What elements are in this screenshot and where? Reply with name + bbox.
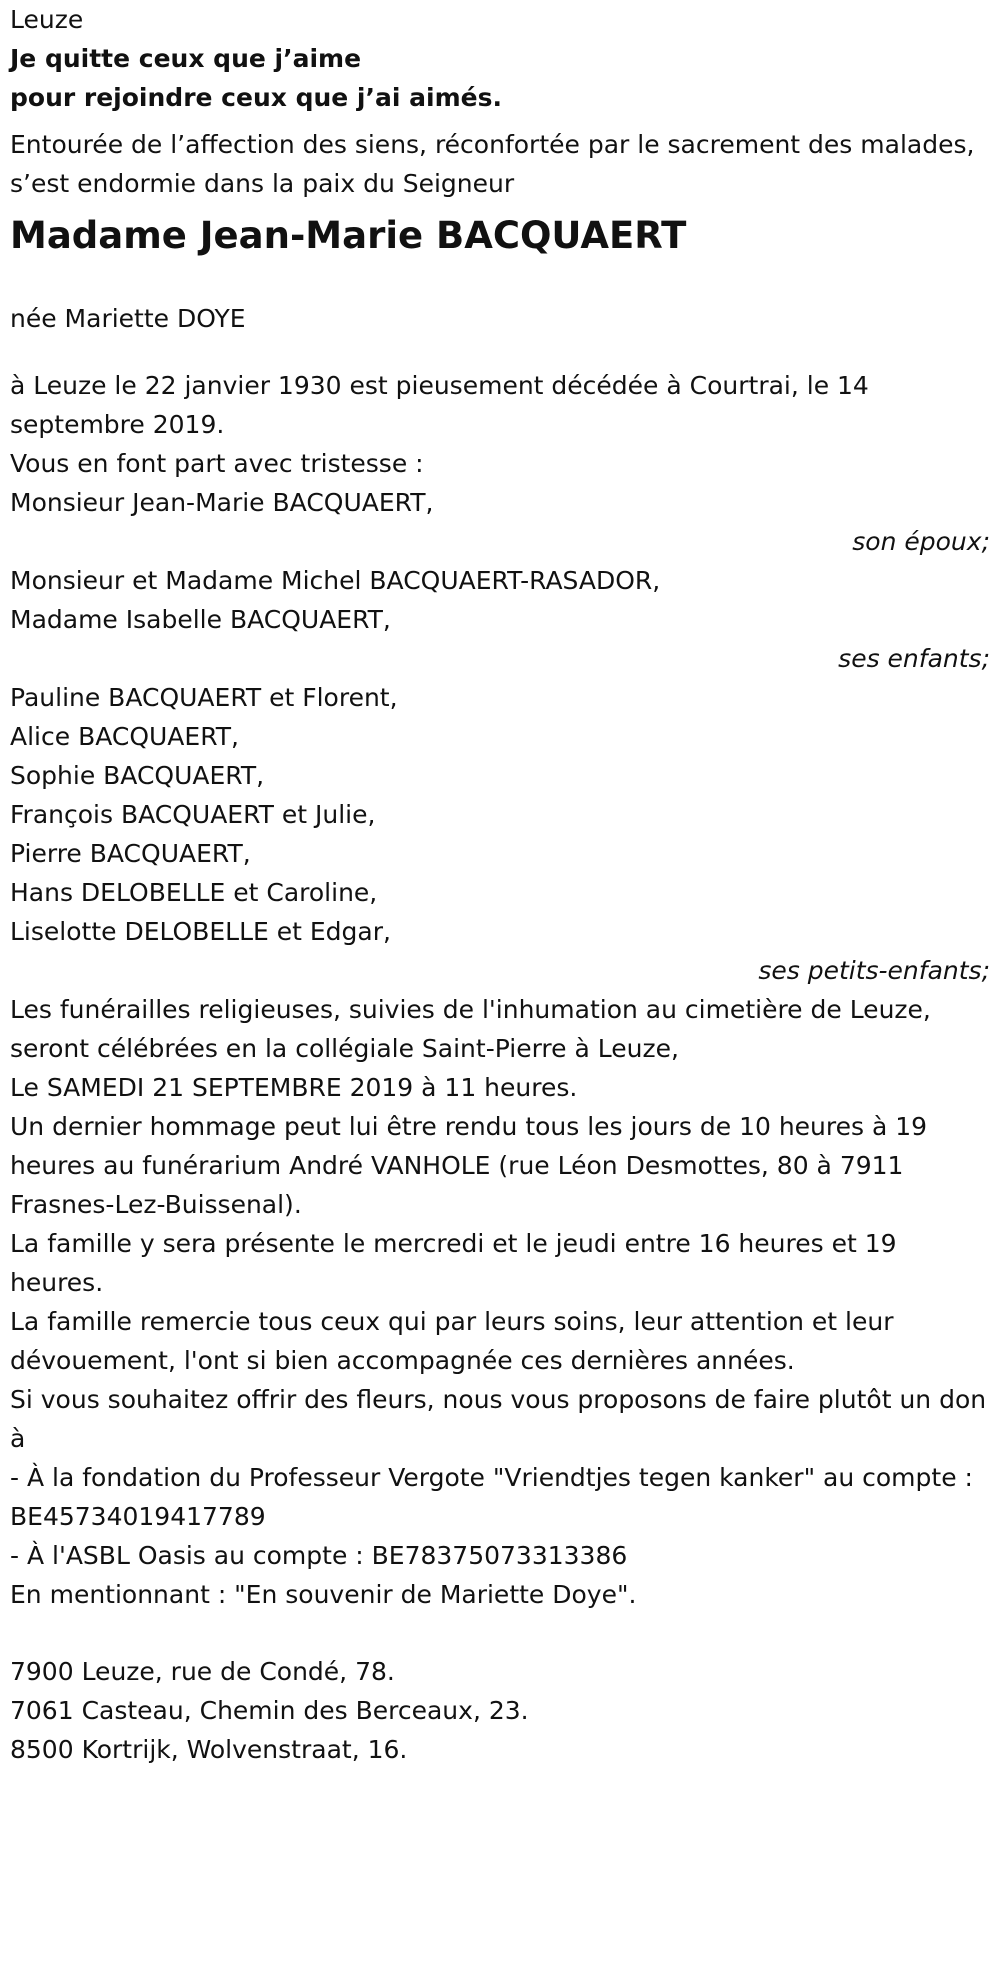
donation-foundation: - À la fondation du Professeur Vergote "Vriendtjes tegen kanker" au compte : BE45734019417789 [10,1463,973,1531]
grandchild-name-3: Sophie BACQUAERT, [10,761,265,790]
funeral-paragraph: Les funérailles religieuses, suivies de l'inhumation au cimetière de Leuze, seront célébrées en la collégiale Saint-Pierre à Leuze, [10,995,931,1063]
grandchild-name-1: Pauline BACQUAERT et Florent, [10,683,398,712]
child-name-2: Madame Isabelle BACQUAERT, [10,605,391,634]
intro-paragraph: Entourée de l’affection des siens, réconfortée par le sacrement des malades, s’est endormie dans la paix du Seigneur [10,130,975,198]
grandchildren-relation: ses petits-enfants; [758,956,990,985]
address-2: 7061 Casteau, Chemin des Berceaux, 23. [10,1696,529,1725]
deceased-name: Madame Jean-Marie BACQUAERT [10,214,687,257]
children-relation: ses enfants; [838,644,990,673]
spouse-name: Monsieur Jean-Marie BACQUAERT, [10,488,434,517]
spouse-relation: son époux; [852,527,990,556]
maiden-name: née Mariette DOYE [10,304,246,333]
grandchild-name-7: Liselotte DELOBELLE et Edgar, [10,917,391,946]
funeral-date: Le SAMEDI 21 SEPTEMBRE 2019 à 11 heures. [10,1073,578,1102]
grandchild-name-2: Alice BACQUAERT, [10,722,239,751]
mention-line: En mentionnant : "En souvenir de Mariette Doye". [10,1580,637,1609]
family-presence-paragraph: La famille y sera présente le mercredi et le jeudi entre 16 heures et 19 heures. [10,1229,897,1297]
flowers-paragraph: Si vous souhaitez offrir des fleurs, nous vous proposons de faire plutôt un don à [10,1385,987,1453]
grandchild-name-5: Pierre BACQUAERT, [10,839,251,868]
epigraph-line-1: Je quitte ceux que j’aime [10,44,362,73]
child-name-1: Monsieur et Madame Michel BACQUAERT-RASADOR, [10,566,661,595]
thanks-paragraph: La famille remercie tous ceux qui par leurs soins, leur attention et leur dévouement, l'ont si bien accompagnée ces dernières années. [10,1307,894,1375]
tribute-paragraph: Un dernier hommage peut lui être rendu tous les jours de 10 heures à 19 heures au funérarium André VANHOLE (rue Léon Desmottes, 80 à 7911 Frasnes-Lez-Buissenal). [10,1112,928,1219]
grandchild-name-6: Hans DELOBELLE et Caroline, [10,878,378,907]
birth-death-paragraph: à Leuze le 22 janvier 1930 est pieusement décédée à Courtrai, le 14 septembre 2019. [10,371,869,439]
address-3: 8500 Kortrijk, Wolvenstraat, 16. [10,1735,408,1764]
place-heading: Leuze [10,5,84,34]
epigraph-line-2: pour rejoindre ceux que j’ai aimés. [10,83,502,112]
announce-line: Vous en font part avec tristesse : [10,449,424,478]
address-1: 7900 Leuze, rue de Condé, 78. [10,1657,395,1686]
donation-oasis: - À l'ASBL Oasis au compte : BE78375073313386 [10,1541,628,1570]
grandchild-name-4: François BACQUAERT et Julie, [10,800,376,829]
obituary-document [10,0,990,1769]
